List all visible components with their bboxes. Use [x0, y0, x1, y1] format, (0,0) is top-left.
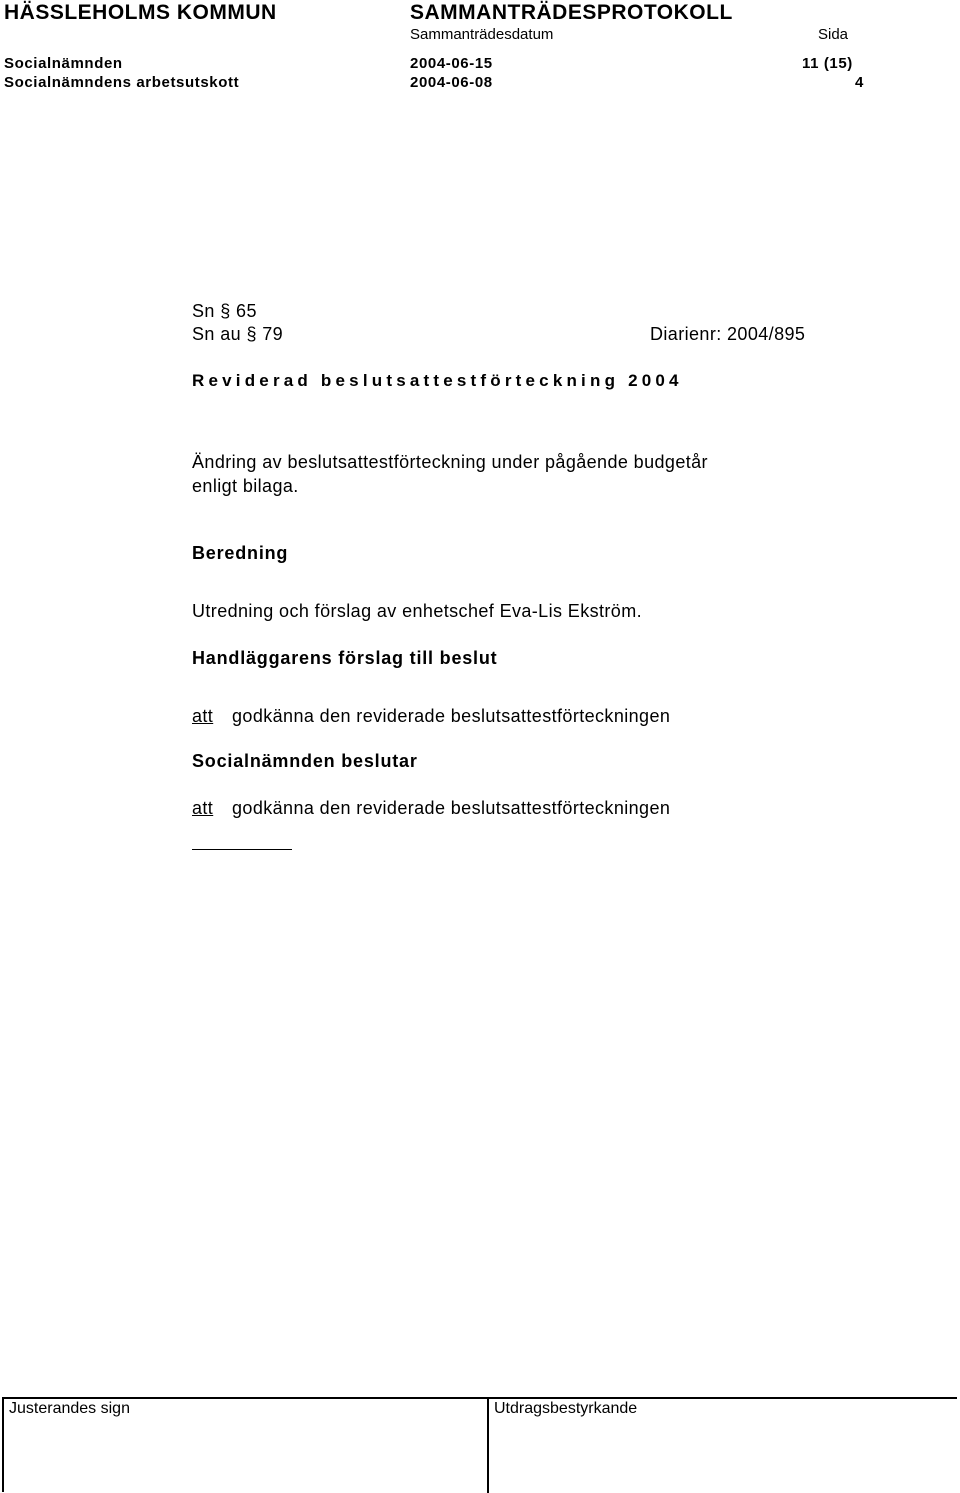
end-rule — [192, 849, 292, 850]
date-column-label: Sammanträdesdatum — [410, 26, 554, 43]
sn-paragraph-ref: Sn § 65 — [192, 301, 257, 321]
signature-divider — [487, 1397, 489, 1493]
decision-att: att — [192, 798, 214, 818]
utdragsbestyrkande-label: Utdragsbestyrkande — [494, 1400, 638, 1417]
diarienr: Diarienr: 2004/895 — [650, 324, 806, 344]
document-type: SAMMANTRÄDESPROTOKOLL — [410, 1, 733, 24]
justerandes-sign-label: Justerandes sign — [9, 1400, 130, 1417]
organization-name: HÄSSLEHOLMS KOMMUN — [4, 1, 277, 24]
header-row-2-body: Socialnämndens arbetsutskott — [4, 74, 240, 91]
proposal-att: att — [192, 706, 214, 726]
sn-au-paragraph-ref: Sn au § 79 — [192, 324, 284, 344]
case-description-line-2: enligt bilaga. — [192, 476, 299, 496]
header-row-1-date: 2004-06-15 — [410, 55, 493, 72]
header-row-1-page: 11 (15) — [802, 55, 853, 72]
beredning-text: Utredning och förslag av enhetschef Eva-Lis Ekström. — [192, 601, 643, 621]
proposal-text: godkänna den reviderade beslutsattestförteckningen — [232, 706, 671, 726]
header-row-2-date: 2004-06-08 — [410, 74, 493, 91]
case-title: Reviderad beslutsattestförteckning 2004 — [192, 371, 683, 390]
header-row-1-body: Socialnämnden — [4, 55, 123, 72]
decision-text: godkänna den reviderade beslutsattestförteckningen — [232, 798, 671, 818]
case-description-line-1: Ändring av beslutsattestförteckning under pågående budgetår — [192, 452, 708, 472]
proposal-heading: Handläggarens förslag till beslut — [192, 648, 498, 668]
header-row-2-page: 4 — [855, 74, 864, 91]
beredning-heading: Beredning — [192, 543, 289, 563]
page-column-label: Sida — [818, 26, 849, 43]
decision-heading: Socialnämnden beslutar — [192, 751, 418, 771]
signature-box — [2, 1397, 957, 1492]
